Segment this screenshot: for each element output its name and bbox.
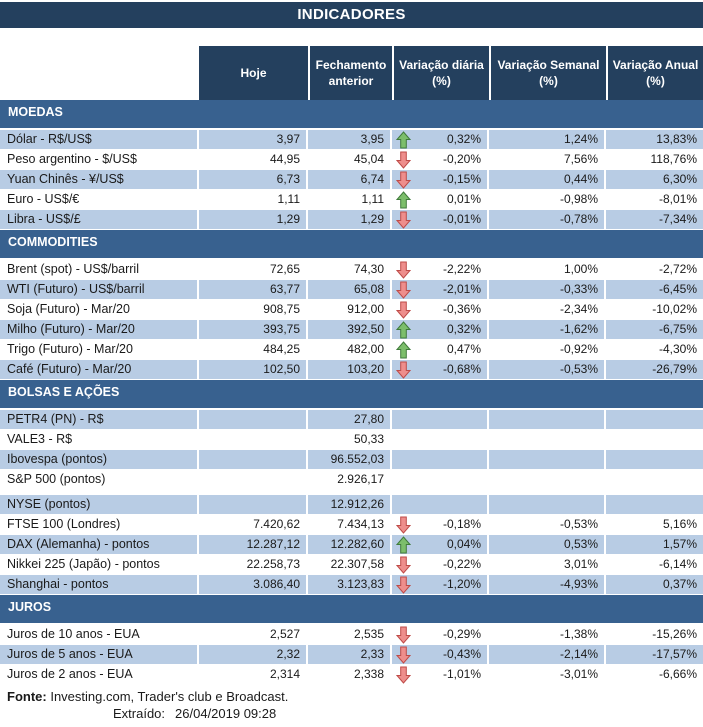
variacao-diaria-value: -2,01% — [442, 282, 481, 296]
cell-hoje — [199, 410, 308, 430]
row-label: S&P 500 (pontos) — [0, 470, 199, 490]
table-row — [0, 320, 703, 340]
cell-variacao-anual: -4,30% — [606, 340, 703, 360]
arrow-down-icon — [396, 626, 411, 644]
row-label: NYSE (pontos) — [0, 495, 199, 515]
cell-fechamento-anterior: 2,338 — [308, 665, 392, 685]
cell-variacao-anual: -26,79% — [606, 360, 703, 380]
table-row — [0, 535, 703, 555]
row-label: Dólar - R$/US$ — [0, 130, 199, 150]
cell-variacao-anual: 5,16% — [606, 515, 703, 535]
section-header-commodities: COMMODITIES — [0, 230, 703, 260]
table-row — [0, 210, 703, 230]
cell-fechamento-anterior: 12.282,60 — [308, 535, 392, 555]
cell-hoje: 2,32 — [199, 645, 308, 665]
extracted-label: Extraído: — [113, 706, 166, 721]
cell-hoje: 7.420,62 — [199, 515, 308, 535]
table-row — [0, 260, 703, 280]
source-line — [0, 688, 703, 705]
source-label: Fonte: — [7, 689, 47, 704]
variacao-diaria-value: -0,22% — [442, 557, 481, 571]
cell-variacao-semanal: -0,33% — [489, 280, 606, 300]
cell-variacao-diaria — [392, 535, 489, 555]
section-header-juros: JUROS — [0, 595, 703, 625]
table-row — [0, 360, 703, 380]
cell-variacao-diaria — [392, 210, 489, 230]
cell-variacao-semanal: -0,53% — [489, 360, 606, 380]
cell-variacao-semanal: 1,00% — [489, 260, 606, 280]
cell-variacao-diaria — [392, 575, 489, 595]
cell-variacao-anual: -17,57% — [606, 645, 703, 665]
variacao-diaria-value: 0,32% — [446, 322, 481, 336]
cell-variacao-anual — [606, 430, 703, 450]
cell-hoje: 6,73 — [199, 170, 308, 190]
table-row — [0, 515, 703, 535]
table-row — [0, 410, 703, 430]
cell-hoje — [199, 495, 308, 515]
arrow-down-icon — [396, 281, 411, 299]
section-header-bolsas-e-acoes: BOLSAS E AÇÕES — [0, 380, 703, 410]
table-row — [0, 495, 703, 515]
cell-hoje: 22.258,73 — [199, 555, 308, 575]
column-header-variacao-anual: Variação Anual (%) — [606, 46, 703, 100]
cell-fechamento-anterior: 50,33 — [308, 430, 392, 450]
table-row — [0, 150, 703, 170]
cell-variacao-diaria — [392, 150, 489, 170]
cell-fechamento-anterior: 392,50 — [308, 320, 392, 340]
row-label: Peso argentino - $/US$ — [0, 150, 199, 170]
cell-variacao-diaria — [392, 410, 489, 430]
variacao-diaria-value: -0,20% — [442, 152, 481, 166]
table-row — [0, 430, 703, 450]
arrow-up-icon — [396, 191, 411, 209]
report-footer — [0, 688, 703, 722]
arrow-up-icon — [396, 341, 411, 359]
cell-fechamento-anterior: 12.912,26 — [308, 495, 392, 515]
cell-variacao-diaria — [392, 260, 489, 280]
cell-variacao-anual: -6,66% — [606, 665, 703, 685]
cell-fechamento-anterior: 482,00 — [308, 340, 392, 360]
column-header-spacer — [0, 46, 199, 100]
source-text: Investing.com, Trader's club e Broadcast. — [46, 689, 289, 704]
cell-hoje — [199, 470, 308, 490]
cell-variacao-diaria — [392, 280, 489, 300]
cell-variacao-diaria — [392, 190, 489, 210]
arrow-down-icon — [396, 211, 411, 229]
cell-hoje — [199, 450, 308, 470]
column-header-variacao-semanal: Variação Semanal (%) — [489, 46, 606, 100]
cell-variacao-semanal: 7,56% — [489, 150, 606, 170]
variacao-diaria-value: -0,36% — [442, 302, 481, 316]
cell-fechamento-anterior: 912,00 — [308, 300, 392, 320]
cell-hoje: 2,527 — [199, 625, 308, 645]
arrow-up-icon — [396, 536, 411, 554]
cell-variacao-semanal: -1,62% — [489, 320, 606, 340]
row-label: PETR4 (PN) - R$ — [0, 410, 199, 430]
table-row — [0, 665, 703, 685]
cell-fechamento-anterior: 1,29 — [308, 210, 392, 230]
cell-fechamento-anterior: 3.123,83 — [308, 575, 392, 595]
cell-hoje: 102,50 — [199, 360, 308, 380]
cell-variacao-diaria — [392, 130, 489, 150]
cell-fechamento-anterior: 45,04 — [308, 150, 392, 170]
cell-variacao-diaria — [392, 645, 489, 665]
table-row — [0, 190, 703, 210]
column-header-fechamento-anterior: Fechamento anterior — [308, 46, 392, 100]
table-row — [0, 555, 703, 575]
cell-fechamento-anterior: 6,74 — [308, 170, 392, 190]
column-header-row — [0, 46, 703, 100]
cell-variacao-semanal — [489, 450, 606, 470]
cell-variacao-semanal: -1,38% — [489, 625, 606, 645]
row-label: DAX (Alemanha) - pontos — [0, 535, 199, 555]
arrow-up-icon — [396, 131, 411, 149]
cell-variacao-semanal: 1,24% — [489, 130, 606, 150]
arrow-down-icon — [396, 556, 411, 574]
cell-hoje: 1,29 — [199, 210, 308, 230]
cell-fechamento-anterior: 2.926,17 — [308, 470, 392, 490]
cell-variacao-anual: -6,45% — [606, 280, 703, 300]
cell-hoje: 44,95 — [199, 150, 308, 170]
arrow-down-icon — [396, 646, 411, 664]
arrow-down-icon — [396, 516, 411, 534]
cell-fechamento-anterior: 103,20 — [308, 360, 392, 380]
cell-variacao-diaria — [392, 170, 489, 190]
cell-variacao-anual: -10,02% — [606, 300, 703, 320]
cell-hoje: 393,75 — [199, 320, 308, 340]
row-label: FTSE 100 (Londres) — [0, 515, 199, 535]
cell-variacao-diaria — [392, 360, 489, 380]
cell-variacao-anual: -2,72% — [606, 260, 703, 280]
cell-fechamento-anterior: 7.434,13 — [308, 515, 392, 535]
arrow-down-icon — [396, 666, 411, 684]
cell-variacao-anual: -6,14% — [606, 555, 703, 575]
cell-fechamento-anterior: 2,33 — [308, 645, 392, 665]
cell-fechamento-anterior: 3,95 — [308, 130, 392, 150]
cell-variacao-diaria — [392, 555, 489, 575]
cell-variacao-diaria — [392, 320, 489, 340]
table-row — [0, 280, 703, 300]
variacao-diaria-value: -2,22% — [442, 262, 481, 276]
report-title: INDICADORES — [0, 2, 703, 28]
section-header-moedas: MOEDAS — [0, 100, 703, 130]
cell-variacao-semanal: 0,53% — [489, 535, 606, 555]
table-row — [0, 130, 703, 150]
cell-variacao-semanal: -0,78% — [489, 210, 606, 230]
cell-variacao-semanal: -3,01% — [489, 665, 606, 685]
row-label: Juros de 2 anos - EUA — [0, 665, 199, 685]
arrow-down-icon — [396, 361, 411, 379]
table-row — [0, 450, 703, 470]
row-label: Brent (spot) - US$/barril — [0, 260, 199, 280]
cell-variacao-semanal: 0,44% — [489, 170, 606, 190]
row-label: Euro - US$/€ — [0, 190, 199, 210]
cell-variacao-anual: 13,83% — [606, 130, 703, 150]
cell-variacao-semanal: -0,53% — [489, 515, 606, 535]
variacao-diaria-value: -0,18% — [442, 517, 481, 531]
variacao-diaria-value: -1,01% — [442, 667, 481, 681]
variacao-diaria-value: -0,29% — [442, 627, 481, 641]
cell-variacao-diaria — [392, 470, 489, 490]
cell-variacao-semanal: -0,98% — [489, 190, 606, 210]
cell-variacao-anual: 6,30% — [606, 170, 703, 190]
variacao-diaria-value: 0,32% — [446, 132, 481, 146]
row-label: VALE3 - R$ — [0, 430, 199, 450]
cell-variacao-anual: -6,75% — [606, 320, 703, 340]
row-label: Ibovespa (pontos) — [0, 450, 199, 470]
cell-variacao-anual: 1,57% — [606, 535, 703, 555]
extracted-line — [0, 705, 703, 722]
cell-variacao-anual: -7,34% — [606, 210, 703, 230]
variacao-diaria-value: 0,47% — [446, 342, 481, 356]
row-label: Milho (Futuro) - Mar/20 — [0, 320, 199, 340]
cell-variacao-semanal: -2,34% — [489, 300, 606, 320]
cell-hoje: 1,11 — [199, 190, 308, 210]
cell-variacao-diaria — [392, 430, 489, 450]
cell-variacao-anual: 118,76% — [606, 150, 703, 170]
cell-variacao-anual — [606, 470, 703, 490]
variacao-diaria-value: 0,01% — [446, 192, 481, 206]
column-header-hoje: Hoje — [199, 46, 308, 100]
row-label: Juros de 5 anos - EUA — [0, 645, 199, 665]
cell-variacao-diaria — [392, 450, 489, 470]
cell-fechamento-anterior: 2,535 — [308, 625, 392, 645]
cell-variacao-anual: -15,26% — [606, 625, 703, 645]
variacao-diaria-value: 0,04% — [446, 537, 481, 551]
cell-variacao-diaria — [392, 515, 489, 535]
cell-variacao-diaria — [392, 625, 489, 645]
row-label: Soja (Futuro) - Mar/20 — [0, 300, 199, 320]
row-label: Libra - US$/£ — [0, 210, 199, 230]
variacao-diaria-value: -0,43% — [442, 647, 481, 661]
table-row — [0, 170, 703, 190]
cell-hoje: 72,65 — [199, 260, 308, 280]
cell-variacao-diaria — [392, 300, 489, 320]
variacao-diaria-value: -0,15% — [442, 172, 481, 186]
row-label: Juros de 10 anos - EUA — [0, 625, 199, 645]
variacao-diaria-value: -0,68% — [442, 362, 481, 376]
row-label: Trigo (Futuro) - Mar/20 — [0, 340, 199, 360]
row-label: Yuan Chinês - ¥/US$ — [0, 170, 199, 190]
cell-hoje: 63,77 — [199, 280, 308, 300]
cell-variacao-semanal — [489, 430, 606, 450]
table-row — [0, 575, 703, 595]
row-label: Nikkei 225 (Japão) - pontos — [0, 555, 199, 575]
cell-fechamento-anterior: 27,80 — [308, 410, 392, 430]
cell-variacao-anual: -8,01% — [606, 190, 703, 210]
table-row — [0, 645, 703, 665]
table-row — [0, 470, 703, 490]
cell-hoje — [199, 430, 308, 450]
variacao-diaria-value: -0,01% — [442, 212, 481, 226]
cell-variacao-semanal — [489, 410, 606, 430]
cell-variacao-diaria — [392, 495, 489, 515]
arrow-down-icon — [396, 301, 411, 319]
cell-variacao-anual — [606, 410, 703, 430]
cell-fechamento-anterior: 1,11 — [308, 190, 392, 210]
arrow-up-icon — [396, 321, 411, 339]
cell-variacao-semanal: -0,92% — [489, 340, 606, 360]
table-body — [0, 100, 703, 685]
cell-variacao-anual — [606, 495, 703, 515]
row-label: Café (Futuro) - Mar/20 — [0, 360, 199, 380]
row-label: Shanghai - pontos — [0, 575, 199, 595]
table-row — [0, 625, 703, 645]
cell-variacao-anual — [606, 450, 703, 470]
cell-hoje: 3,97 — [199, 130, 308, 150]
column-header-variacao-diaria: Variação diária (%) — [392, 46, 489, 100]
table-row — [0, 300, 703, 320]
arrow-down-icon — [396, 171, 411, 189]
arrow-down-icon — [396, 261, 411, 279]
cell-hoje: 3.086,40 — [199, 575, 308, 595]
cell-variacao-semanal: 3,01% — [489, 555, 606, 575]
cell-hoje: 2,314 — [199, 665, 308, 685]
cell-hoje: 12.287,12 — [199, 535, 308, 555]
arrow-down-icon — [396, 576, 411, 594]
cell-variacao-semanal: -4,93% — [489, 575, 606, 595]
cell-fechamento-anterior: 74,30 — [308, 260, 392, 280]
arrow-down-icon — [396, 151, 411, 169]
row-label: WTI (Futuro) - US$/barril — [0, 280, 199, 300]
extracted-value: 26/04/2019 09:28 — [175, 706, 277, 721]
cell-variacao-semanal — [489, 495, 606, 515]
cell-variacao-diaria — [392, 340, 489, 360]
table-row — [0, 340, 703, 360]
cell-variacao-anual: 0,37% — [606, 575, 703, 595]
cell-variacao-semanal: -2,14% — [489, 645, 606, 665]
cell-variacao-diaria — [392, 665, 489, 685]
cell-fechamento-anterior: 96.552,03 — [308, 450, 392, 470]
cell-hoje: 484,25 — [199, 340, 308, 360]
cell-hoje: 908,75 — [199, 300, 308, 320]
cell-variacao-semanal — [489, 470, 606, 490]
cell-fechamento-anterior: 22.307,58 — [308, 555, 392, 575]
variacao-diaria-value: -1,20% — [442, 577, 481, 591]
cell-fechamento-anterior: 65,08 — [308, 280, 392, 300]
